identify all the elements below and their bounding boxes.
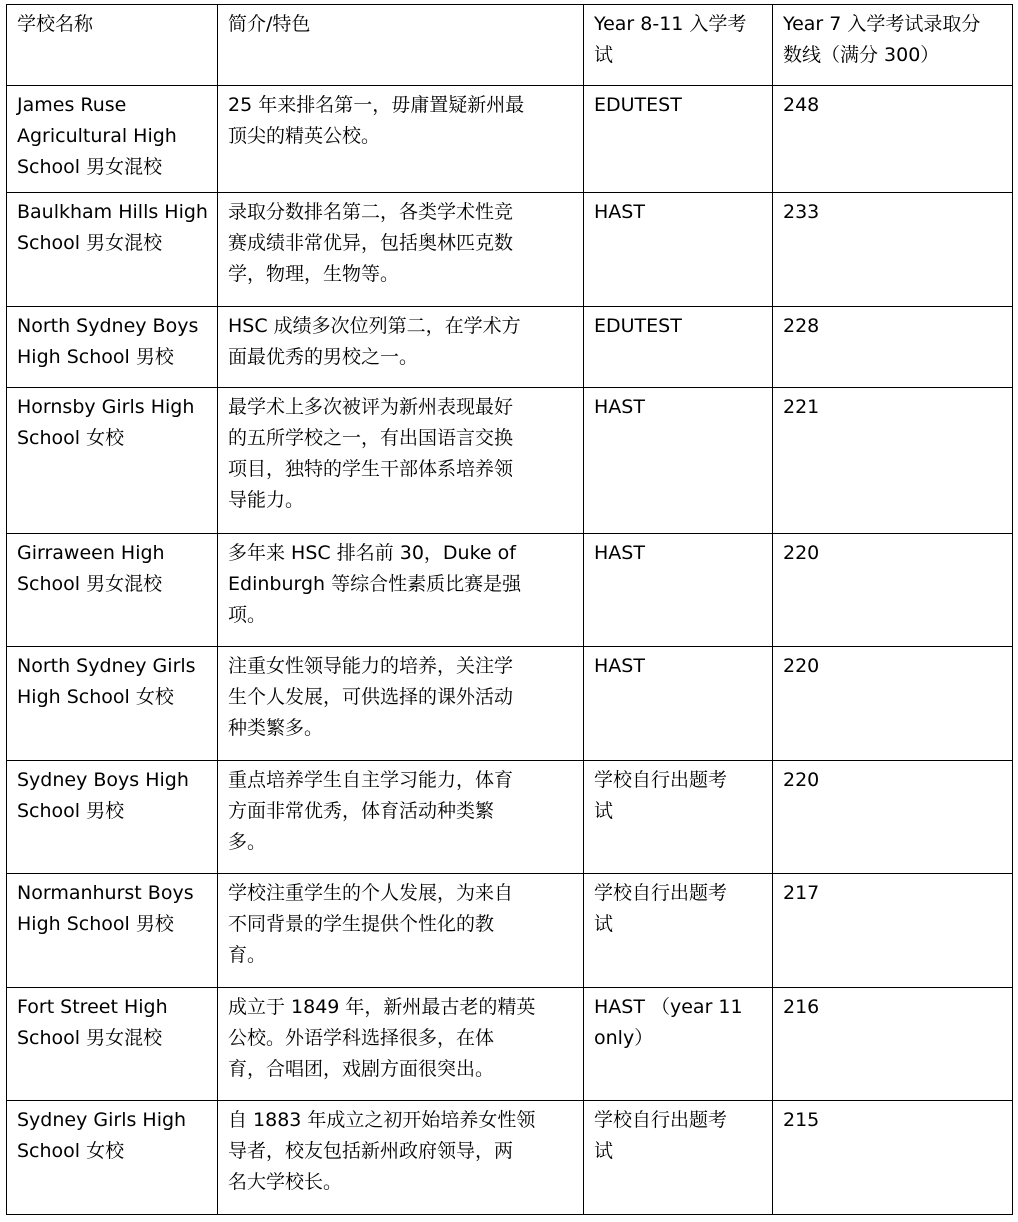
table-row [7,388,1013,534]
school-intro-cell: 注重女性领导能力的培养，关注学 生个人发展，可供选择的课外活动 种类繁多。 [218,647,584,761]
header-school-name: 学校名称 [7,5,218,86]
school-name-cell: North Sydney Boys High School 男校 [7,307,218,388]
header-score: Year 7 入学考试录取分 数线（满分 300） [773,5,1013,86]
table-row [7,86,1013,193]
school-name-cell: Normanhurst Boys High School 男校 [7,874,218,988]
school-name-cell: Hornsby Girls High School 女校 [7,388,218,534]
score-cell: 220 [773,647,1013,761]
exam-cell: 学校自行出题考 试 [584,761,773,874]
school-intro-cell: 25 年来排名第一，毋庸置疑新州最 顶尖的精英公校。 [218,86,584,193]
school-name-cell: Baulkham Hills High School 男女混校 [7,193,218,307]
exam-cell: HAST [584,647,773,761]
table-row [7,874,1013,988]
score-cell: 216 [773,988,1013,1101]
score-cell: 215 [773,1101,1013,1215]
school-name-cell: Sydney Girls High School 女校 [7,1101,218,1215]
table-row [7,193,1013,307]
score-cell: 220 [773,534,1013,647]
header-exam: Year 8-11 入学考 试 [584,5,773,86]
exam-cell: HAST [584,388,773,534]
school-intro-cell: HSC 成绩多次位列第二，在学术方 面最优秀的男校之一。 [218,307,584,388]
school-name-cell: North Sydney Girls High School 女校 [7,647,218,761]
exam-cell: EDUTEST [584,307,773,388]
score-cell: 217 [773,874,1013,988]
score-cell: 221 [773,388,1013,534]
exam-cell: HAST [584,534,773,647]
score-cell: 220 [773,761,1013,874]
school-intro-cell: 录取分数排名第二，各类学术性竞 赛成绩非常优异，包括奥林匹克数 学，物理，生物等。 [218,193,584,307]
exam-cell: HAST [584,193,773,307]
schools-table [6,4,1013,1215]
school-name-cell: Fort Street High School 男女混校 [7,988,218,1101]
school-intro-cell: 自 1883 年成立之初开始培养女性领 导者，校友包括新州政府领导，两 名大学校长。 [218,1101,584,1215]
table-row [7,647,1013,761]
exam-cell: HAST （year 11 only） [584,988,773,1101]
table-header-row [7,5,1013,86]
table-row [7,1101,1013,1215]
table-row [7,307,1013,388]
score-cell: 233 [773,193,1013,307]
school-intro-cell: 重点培养学生自主学习能力，体育 方面非常优秀，体育活动种类繁 多。 [218,761,584,874]
exam-cell: 学校自行出题考 试 [584,874,773,988]
school-intro-cell: 最学术上多次被评为新州表现最好 的五所学校之一，有出国语言交换 项目，独特的学生干部体系培养领 导能力。 [218,388,584,534]
table-row [7,534,1013,647]
school-name-cell: Sydney Boys High School 男校 [7,761,218,874]
score-cell: 248 [773,86,1013,193]
score-cell: 228 [773,307,1013,388]
school-intro-cell: 学校注重学生的个人发展，为来自 不同背景的学生提供个性化的教 育。 [218,874,584,988]
exam-cell: 学校自行出题考 试 [584,1101,773,1215]
header-intro: 简介/特色 [218,5,584,86]
table-row [7,761,1013,874]
school-name-cell: Girraween High School 男女混校 [7,534,218,647]
table-row [7,988,1013,1101]
school-name-cell: James Ruse Agricultural High School 男女混校 [7,86,218,193]
exam-cell: EDUTEST [584,86,773,193]
school-intro-cell: 成立于 1849 年，新州最古老的精英 公校。外语学科选择很多，在体 育，合唱团，戏剧方面很突出。 [218,988,584,1101]
school-intro-cell: 多年来 HSC 排名前 30，Duke of Edinburgh 等综合性素质比赛是强 项。 [218,534,584,647]
